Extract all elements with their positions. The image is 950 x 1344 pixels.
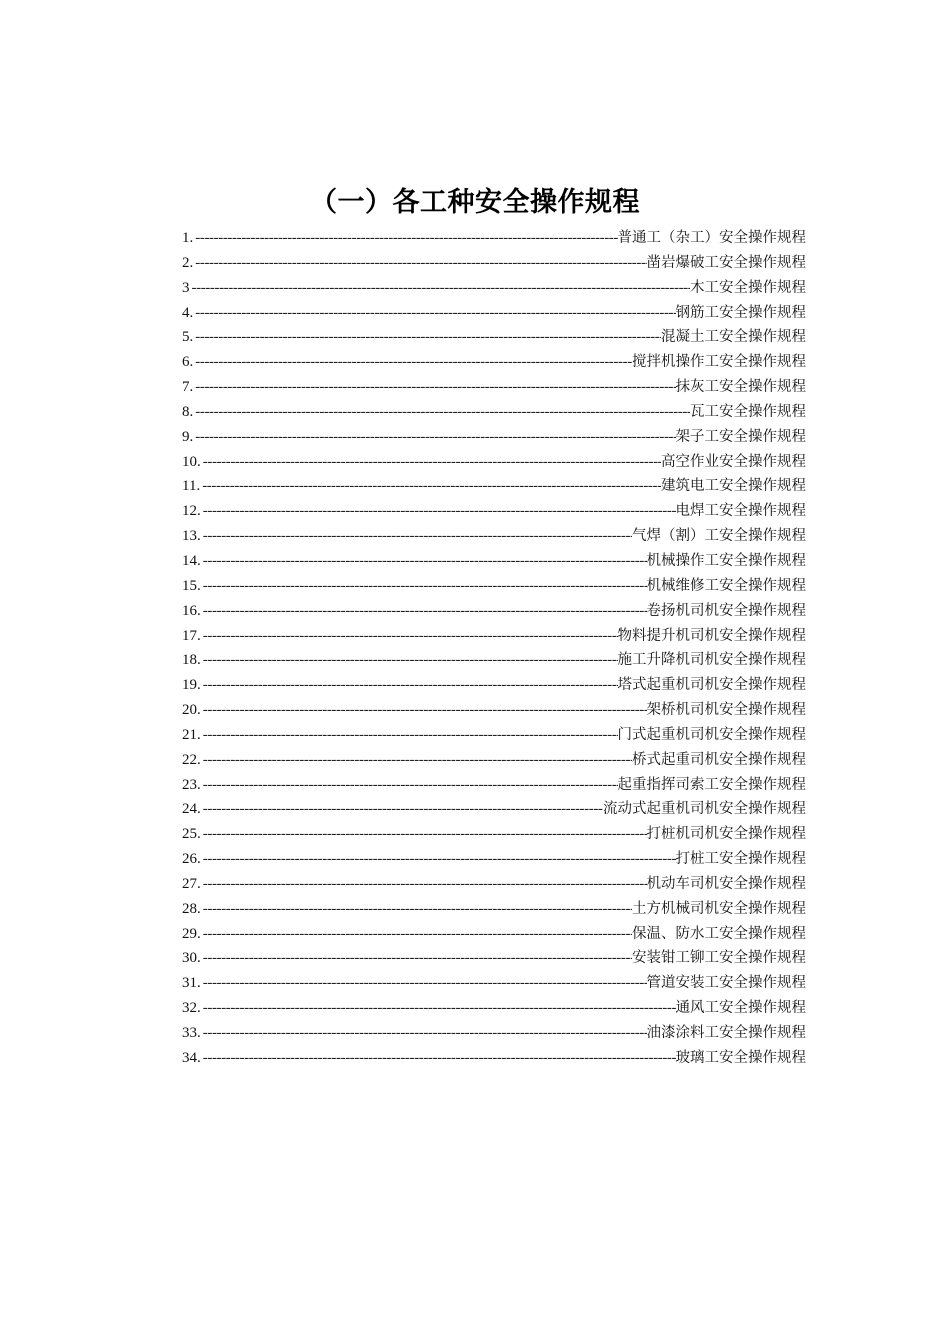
toc-entry-label: 卷扬机司机安全操作规程	[646, 602, 806, 619]
toc-entry-label: 打桩工安全操作规程	[675, 851, 806, 868]
toc-entry[interactable]	[182, 872, 806, 897]
toc-entry-label: 塔式起重机司机安全操作规程	[617, 677, 806, 694]
toc-entry[interactable]	[182, 450, 806, 475]
toc-dot-leader	[203, 503, 676, 520]
toc-dot-leader	[195, 429, 675, 446]
toc-entry[interactable]	[182, 574, 806, 599]
toc-dot-leader	[195, 230, 617, 247]
toc-entry-label: 土方机械司机安全操作规程	[632, 900, 806, 917]
toc-entry-label: 混凝土工安全操作规程	[661, 329, 806, 346]
toc-entry[interactable]	[182, 524, 806, 549]
toc-entry[interactable]	[182, 748, 806, 773]
toc-entry-number: 31.	[182, 975, 201, 992]
toc-entry-label: 机动车司机安全操作规程	[646, 875, 806, 892]
toc-entry-label: 气焊（割）工安全操作规程	[632, 528, 806, 545]
toc-dot-leader	[203, 777, 618, 794]
toc-dot-leader	[203, 876, 647, 893]
toc-entry[interactable]	[182, 251, 806, 276]
toc-dot-leader	[203, 702, 647, 719]
toc-entry[interactable]	[182, 1021, 806, 1046]
toc-dot-leader	[203, 926, 632, 943]
toc-entry-label: 凿岩爆破工安全操作规程	[646, 254, 806, 271]
toc-entry-label: 机械维修工安全操作规程	[646, 577, 806, 594]
toc-entry-label: 安装钳工铆工安全操作规程	[632, 950, 806, 967]
toc-entry-number: 27.	[182, 875, 201, 892]
toc-entry[interactable]	[182, 847, 806, 872]
toc-entry-label: 桥式起重司机安全操作规程	[632, 751, 806, 768]
toc-dot-leader	[203, 901, 632, 918]
toc-dot-leader	[203, 851, 676, 868]
toc-entry-number: 1.	[182, 230, 194, 246]
toc-entry-number: 3	[182, 279, 190, 296]
toc-dot-leader	[195, 354, 632, 371]
toc-entry[interactable]	[182, 822, 806, 847]
toc-entry-number: 10.	[182, 453, 201, 470]
toc-entry-label: 普通工（杂工）安全操作规程	[617, 230, 806, 246]
toc-entry[interactable]	[182, 599, 806, 624]
toc-entry-label: 电焊工安全操作规程	[675, 503, 806, 520]
toc-entry-number: 18.	[182, 652, 201, 669]
toc-entry-number: 11.	[182, 478, 201, 495]
toc-entry-number: 8.	[182, 403, 194, 420]
toc-entry[interactable]	[182, 797, 806, 822]
toc-entry-number: 34.	[182, 1049, 201, 1066]
toc-entry-label: 抹灰工安全操作规程	[675, 379, 806, 396]
toc-entry[interactable]	[182, 301, 806, 326]
toc-dot-leader	[203, 1050, 676, 1067]
toc-entry-label: 物料提升机司机安全操作规程	[617, 627, 806, 644]
toc-entry[interactable]	[182, 474, 806, 499]
toc-dot-leader	[203, 628, 618, 645]
toc-entry-label: 起重指挥司索工安全操作规程	[617, 776, 806, 793]
toc-entry[interactable]	[182, 350, 806, 375]
toc-entry[interactable]	[182, 276, 806, 301]
toc-entry[interactable]	[182, 723, 806, 748]
toc-entry[interactable]	[182, 922, 806, 947]
toc-dot-leader	[203, 826, 647, 843]
toc-dot-leader	[203, 454, 661, 471]
toc-entry-label: 油漆涂料工安全操作规程	[646, 1025, 806, 1041]
toc-entry[interactable]	[182, 375, 806, 400]
toc-entry-label: 机械操作工安全操作规程	[646, 552, 806, 569]
toc-dot-leader	[192, 280, 691, 297]
toc-entry-label: 管道安装工安全操作规程	[646, 975, 806, 992]
toc-entry[interactable]	[182, 226, 806, 251]
toc-entry-number: 13.	[182, 528, 201, 545]
table-of-contents	[182, 226, 806, 1071]
toc-entry[interactable]	[182, 673, 806, 698]
toc-entry[interactable]	[182, 499, 806, 524]
toc-entry-label: 施工升降机司机安全操作规程	[617, 652, 806, 669]
toc-dot-leader	[203, 528, 632, 545]
toc-entry[interactable]	[182, 648, 806, 673]
toc-entry-label: 打桩机司机安全操作规程	[646, 826, 806, 843]
toc-entry[interactable]	[182, 325, 806, 350]
toc-dot-leader	[203, 553, 647, 570]
toc-entry-label: 搅拌机操作工安全操作规程	[632, 354, 806, 371]
toc-dot-leader	[203, 603, 647, 620]
toc-entry-number: 6.	[182, 354, 194, 371]
toc-dot-leader	[203, 578, 647, 595]
toc-entry-number: 12.	[182, 503, 201, 520]
toc-entry-label: 钢筋工安全操作规程	[675, 304, 806, 321]
toc-entry-label: 通风工安全操作规程	[675, 1000, 806, 1017]
toc-entry-label: 高空作业安全操作规程	[661, 453, 806, 470]
toc-entry-number: 32.	[182, 1000, 201, 1017]
toc-entry-number: 23.	[182, 776, 201, 793]
toc-entry[interactable]	[182, 549, 806, 574]
toc-entry[interactable]	[182, 971, 806, 996]
toc-entry-label: 瓦工安全操作规程	[690, 403, 806, 420]
page-title: （一）各工种安全操作规程	[310, 187, 640, 218]
toc-entry-number: 16.	[182, 602, 201, 619]
toc-entry-number: 15.	[182, 577, 201, 594]
toc-dot-leader	[195, 404, 690, 421]
toc-dot-leader	[203, 1025, 647, 1042]
toc-entry-label: 流动式起重机司机安全操作规程	[603, 801, 806, 818]
toc-entry-label: 建筑电工安全操作规程	[661, 478, 806, 495]
toc-entry-number: 22.	[182, 751, 201, 768]
toc-entry[interactable]	[182, 698, 806, 723]
toc-entry-number: 30.	[182, 950, 201, 967]
toc-entry-number: 20.	[182, 702, 201, 719]
toc-entry-label: 木工安全操作规程	[690, 279, 806, 296]
toc-entry[interactable]	[182, 425, 806, 450]
toc-entry-label: 保温、防水工安全操作规程	[632, 925, 806, 942]
toc-entry[interactable]	[182, 946, 806, 971]
toc-dot-leader	[203, 652, 618, 669]
toc-entry-number: 29.	[182, 925, 201, 942]
toc-entry-number: 33.	[182, 1025, 201, 1041]
toc-entry[interactable]	[182, 897, 806, 922]
toc-entry-number: 21.	[182, 726, 201, 743]
toc-dot-leader	[203, 1000, 676, 1017]
toc-entry-number: 24.	[182, 801, 201, 818]
toc-entry-label: 架桥机司机安全操作规程	[646, 702, 806, 719]
toc-entry[interactable]	[182, 773, 806, 798]
toc-dot-leader	[195, 305, 675, 322]
toc-entry-number: 26.	[182, 851, 201, 868]
toc-dot-leader	[203, 752, 632, 769]
toc-dot-leader	[195, 329, 661, 346]
toc-entry[interactable]	[182, 996, 806, 1021]
toc-entry-number: 5.	[182, 329, 194, 346]
toc-dot-leader	[203, 950, 632, 967]
toc-entry-number: 7.	[182, 379, 194, 396]
toc-entry-number: 4.	[182, 304, 194, 321]
toc-dot-leader	[203, 801, 603, 818]
toc-dot-leader	[195, 255, 646, 272]
toc-dot-leader	[203, 975, 647, 992]
toc-entry-number: 2.	[182, 254, 194, 271]
toc-entry-number: 25.	[182, 826, 201, 843]
toc-dot-leader	[202, 478, 661, 495]
toc-entry-label: 架子工安全操作规程	[675, 428, 806, 445]
toc-entry-label: 玻璃工安全操作规程	[675, 1049, 806, 1066]
toc-entry-number: 9.	[182, 428, 194, 445]
toc-entry-number: 19.	[182, 677, 201, 694]
toc-entry[interactable]	[182, 624, 806, 649]
toc-entry-number: 14.	[182, 552, 201, 569]
toc-entry-label: 门式起重机司机安全操作规程	[617, 726, 806, 743]
toc-entry-number: 17.	[182, 627, 201, 644]
toc-entry[interactable]	[182, 400, 806, 425]
toc-dot-leader	[203, 677, 618, 694]
toc-entry[interactable]	[182, 1046, 806, 1071]
toc-dot-leader	[203, 727, 618, 744]
toc-entry-number: 28.	[182, 900, 201, 917]
toc-dot-leader	[195, 379, 675, 396]
